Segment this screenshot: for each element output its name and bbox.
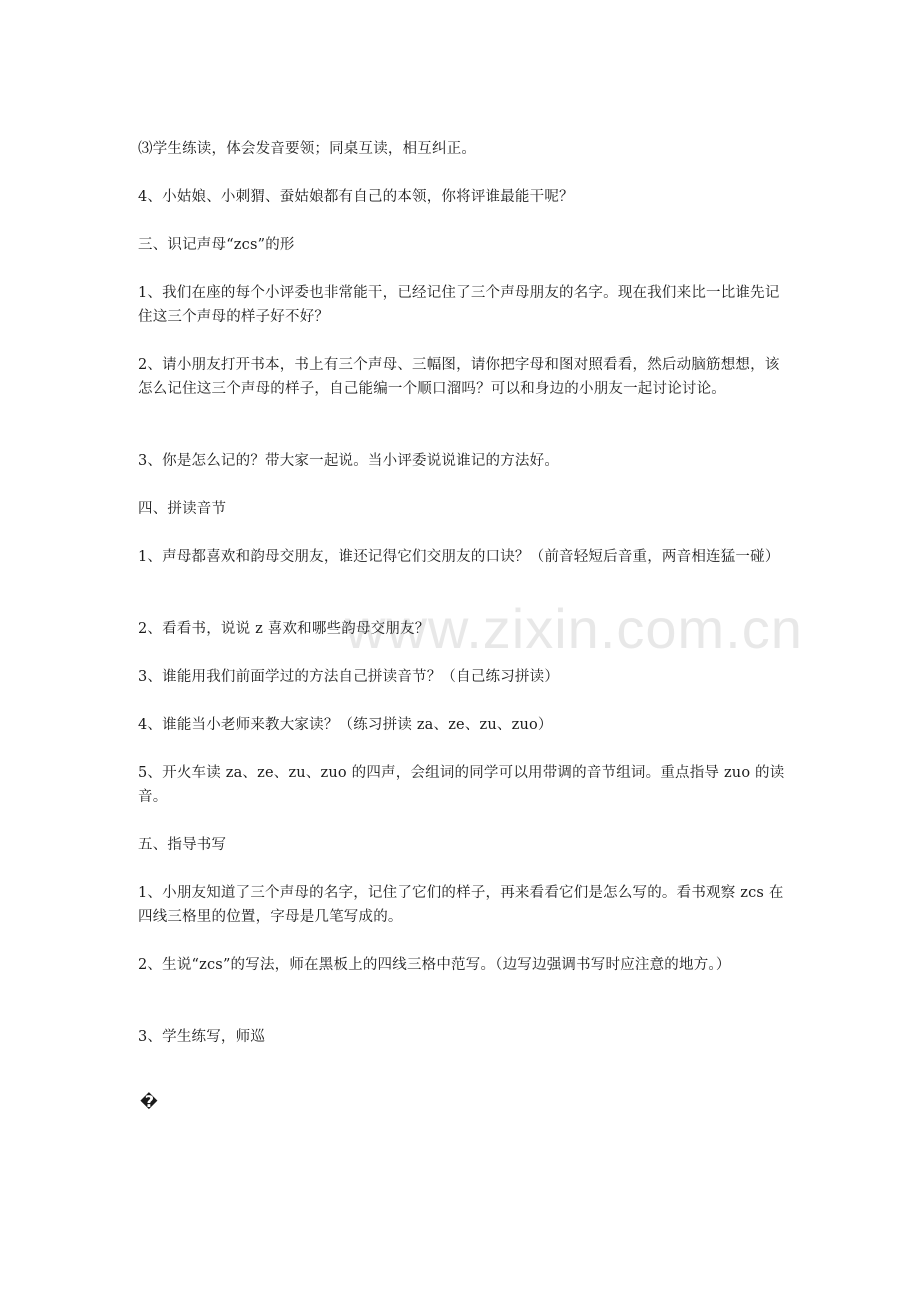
paragraph-remember-shapes: 1、我们在座的每个小评委也非常能干，已经记住了三个声母朋友的名字。现在我们来比一比谁先记住这三个声母的样子好不好？ xyxy=(138,285,780,325)
section-heading-5: 五、指导书写 xyxy=(138,837,227,853)
paragraph-demo-writing: 2、生说“zcs”的写法，师在黑板上的四线三格中范写。（边写边强调书写时应注意的地方。） xyxy=(138,957,731,973)
paragraph-little-teacher: 4、谁能当小老师来教大家读？（练习拼读 za、ze、zu、zuo） xyxy=(138,717,553,733)
replacement-glyph: � xyxy=(140,1092,158,1111)
paragraph-open-book: 2、请小朋友打开书本，书上有三个声母、三幅图，请你把字母和图对照看看，然后动脑筋想想，该怎么记住这三个声母的样子，自己能编一个顺口溜吗？可以和身边的小朋友一起讨论讨论。 xyxy=(138,357,780,397)
paragraph-rhyme: 1、声母都喜欢和韵母交朋友，谁还记得它们交朋友的口诀？（前音轻短后音重，两音相连猛一碰） xyxy=(138,549,780,565)
paragraph-practice-writing: 3、学生练写，师巡 xyxy=(138,1029,266,1045)
paragraph-observe-writing: 1、小朋友知道了三个声母的名字，记住了它们的样子，再来看看它们是怎么写的。看书观察 zcs 在四线三格里的位置，字母是几笔写成的。 xyxy=(138,885,784,925)
paragraph-practice-reading: ⑶学生练读，体会发音要领；同桌互读，相互纠正。 xyxy=(138,141,477,157)
section-heading-3: 三、识记声母“zcs”的形 xyxy=(138,237,295,253)
paragraph-who-most-capable: 4、小姑娘、小刺猬、蚕姑娘都有自己的本领，你将评谁最能干呢？ xyxy=(138,189,574,205)
paragraph-train-reading: 5、开火车读 za、ze、zu、zuo 的四声，会组词的同学可以用带调的音节组词。重点指导 zuo 的读音。 xyxy=(138,765,785,805)
paragraph-self-spell: 3、谁能用我们前面学过的方法自己拼读音节？（自己练习拼读） xyxy=(138,669,560,685)
paragraph-z-friends: 2、看看书，说说 z 喜欢和哪些韵母交朋友？ xyxy=(138,621,430,637)
section-heading-4: 四、拼读音节 xyxy=(138,501,227,517)
paragraph-how-remember: 3、你是怎么记的？带大家一起说。当小评委说说谁记的方法好。 xyxy=(138,453,560,469)
watermark: www.zixin.com.cn xyxy=(345,597,803,660)
